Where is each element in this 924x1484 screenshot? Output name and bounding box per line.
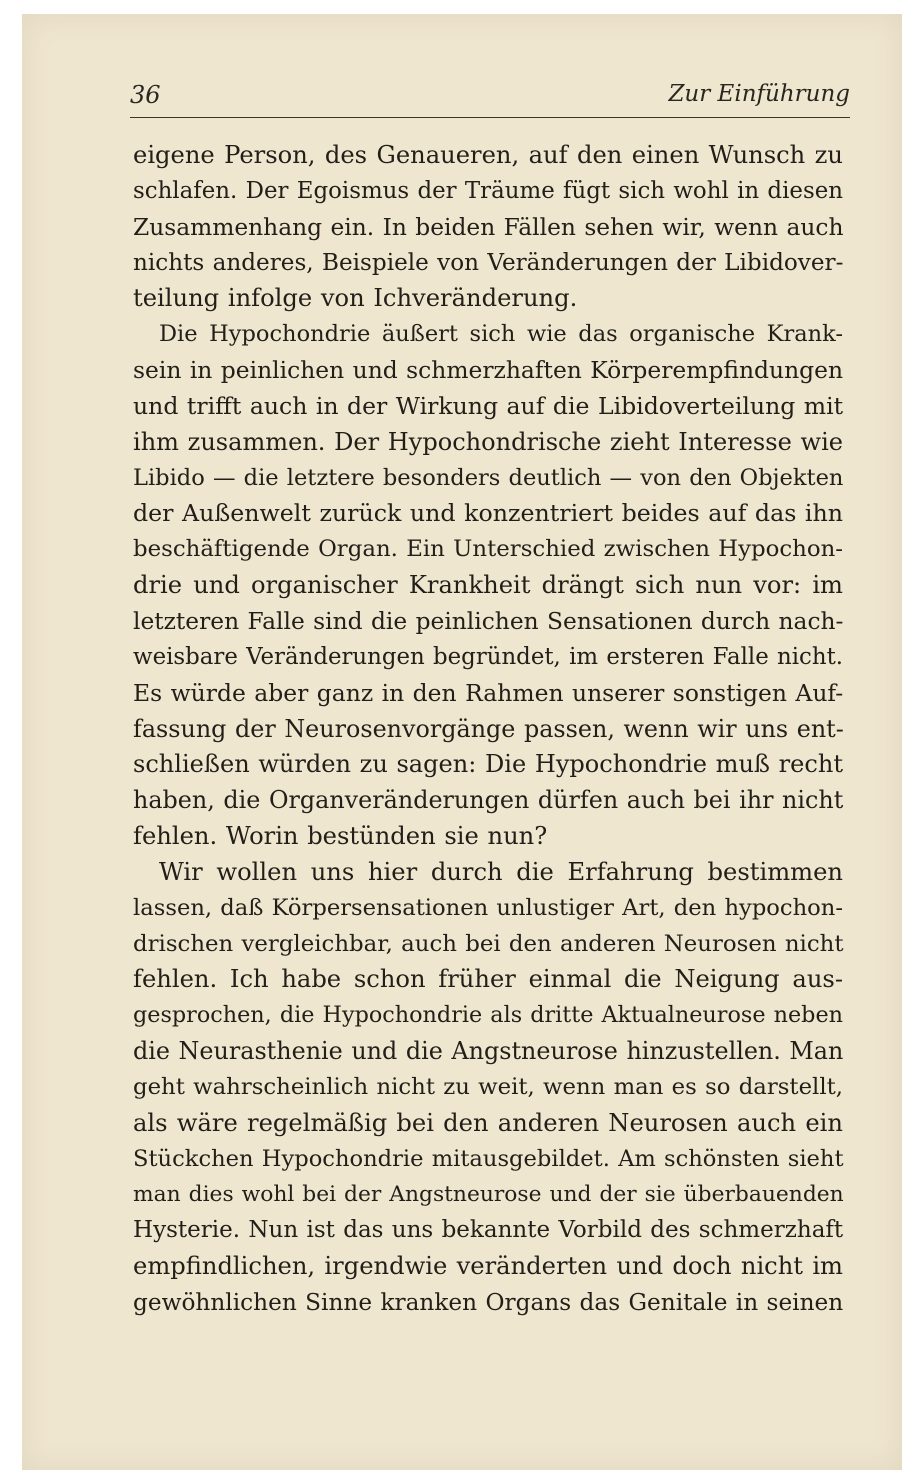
text-line: man dies wohl bei der Angstneurose und der sie überbauenden: [133, 1182, 844, 1208]
text-line: fehlen. Ich habe schon früher einmal die Neigung aus-: [133, 965, 843, 994]
text-line: haben, die Organveränderungen dürfen auch bei ihr nicht: [133, 786, 844, 815]
text-line: gesprochen, die Hypochondrie als dritte Aktualneurose neben: [133, 1002, 843, 1029]
text-line: weisbare Veränderungen begründet, im ersteren Falle nicht.: [133, 643, 844, 670]
text-line: nichts anderes, Beispiele von Veränderungen der Libidover-: [133, 249, 844, 276]
text-line: schließen würden zu sagen: Die Hypochondrie muß recht: [133, 750, 843, 779]
text-line: Es würde aber ganz in den Rahmen unserer sonstigen Auf-: [133, 678, 844, 707]
text-line: teilung infolge von Ichveränderung.: [133, 284, 578, 313]
text-line: fassung der Neurosenvorgänge passen, wenn wir uns ent-: [133, 714, 844, 743]
text-line: drie und organischer Krankheit drängt sich nun vor: im: [133, 571, 843, 600]
body-text: [133, 138, 843, 1321]
text-line: Wir wollen uns hier durch die Erfahrung bestimmen: [159, 857, 843, 886]
text-line: die Neurasthenie und die Angstneurose hinzustellen. Man: [133, 1037, 844, 1066]
text-line: fehlen. Worin bestünden sie nun?: [133, 822, 548, 851]
text-line: geht wahrscheinlich nicht zu weit, wenn man es so darstellt,: [133, 1073, 843, 1100]
text-line: Stückchen Hypochondrie mitausgebildet. Am schönsten sieht: [133, 1145, 844, 1172]
text-line: drischen vergleichbar, auch bei den anderen Neurosen nicht: [133, 930, 844, 957]
text-line: schlafen. Der Egoismus der Träume fügt sich wohl in diesen: [133, 177, 843, 204]
text-line: Libido — die letztere besonders deutlich — von den Objekten: [133, 464, 844, 491]
header-rule: [130, 117, 850, 118]
text-line: sein in peinlichen und schmerzhaften Körperempfindungen: [133, 356, 844, 385]
text-line: Zusammenhang ein. In beiden Fällen sehen wir, wenn auch: [133, 212, 844, 241]
text-line: eigene Person, des Genaueren, auf den einen Wunsch zu: [133, 141, 843, 169]
text-line: beschäftigende Organ. Ein Unterschied zwischen Hypochon-: [133, 536, 843, 563]
text-line: Die Hypochondrie äußert sich wie das organische Krank-: [159, 321, 843, 348]
text-line: empfindlichen, irgendwie veränderten und doch nicht im: [133, 1252, 843, 1281]
text-line: Hysterie. Nun ist das uns bekannte Vorbild des schmerzhaft: [133, 1217, 844, 1244]
text-line: gewöhnlichen Sinne kranken Organs das Genitale in seinen: [133, 1289, 844, 1316]
text-line: letzteren Falle sind die peinlichen Sensationen durch nach-: [133, 606, 844, 635]
text-line: und trifft auch in der Wirkung auf die Libidoverteilung mit: [133, 391, 844, 420]
text-line: der Außenwelt zurück und konzentriert beides auf das ihn: [133, 499, 843, 528]
page-number: 36: [130, 81, 161, 109]
running-head: Zur Einführung: [668, 81, 850, 107]
text-line: lassen, daß Körpersensationen unlustiger Art, den hypochon-: [133, 894, 843, 921]
page-header: [130, 81, 850, 115]
text-line: als wäre regelmäßig bei den anderen Neurosen auch ein: [133, 1108, 843, 1137]
text-line: ihm zusammen. Der Hypochondrische zieht Interesse wie: [133, 427, 843, 456]
